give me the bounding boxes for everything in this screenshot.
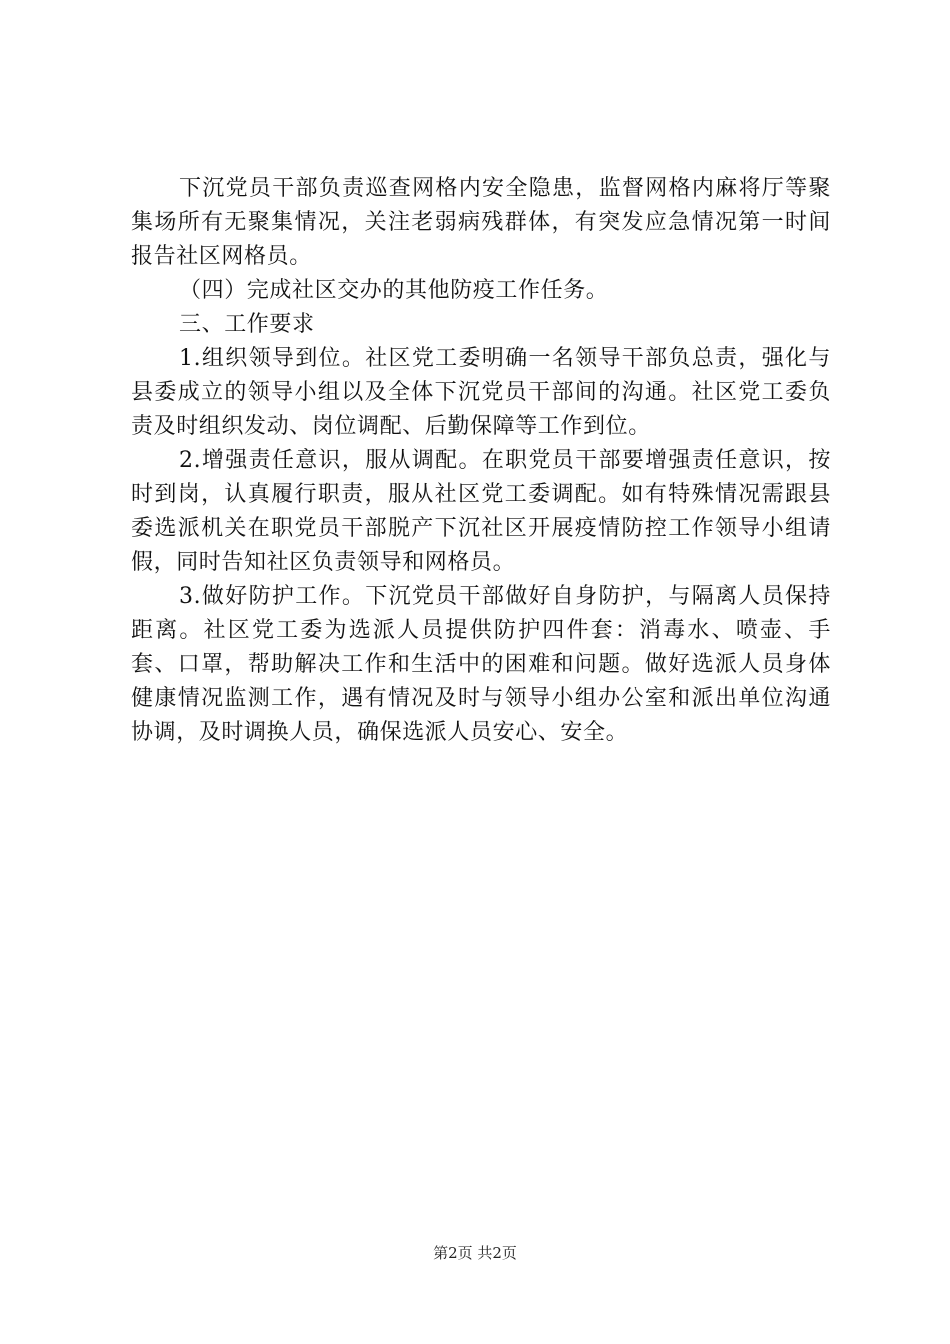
- document-body: [131, 172, 831, 750]
- paragraph-requirement-2: 2.增强责任意识，服从调配。在职党员干部要增强责任意识，按时到岗，认真履行职责，服从社区党工委调配。如有特殊情况需跟县委选派机关在职党员干部脱产下沉社区开展疫情防控工作领导小组请假，同时告知社区负责领导和网格员。: [131, 448, 831, 575]
- page-number-footer: 第2页 共2页: [433, 1244, 517, 1262]
- paragraph-requirement-1: 1.组织领导到位。社区党工委明确一名领导干部负总责，强化与县委成立的领导小组以及全体下沉党员干部间的沟通。社区党工委负责及时组织发动、岗位调配、后勤保障等工作到位。: [131, 346, 831, 439]
- paragraph-inspection-duties: 下沉党员干部负责巡查网格内安全隐患，监督网格内麻将厅等聚集场所有无聚集情况，关注老弱病残群体，有突发应急情况第一时间报告社区网格员。: [131, 176, 831, 269]
- paragraph-requirement-3: 3.做好防护工作。下沉党员干部做好自身防护，与隔离人员保持距离。社区党工委为选派人员提供防护四件套：消毒水、喷壶、手套、口罩，帮助解决工作和生活中的困难和问题。做好选派人员身体健康情况监测工作，遇有情况及时与领导小组办公室和派出单位沟通协调，及时调换人员，确保选派人员安心、安全。: [131, 584, 831, 745]
- section-heading-requirements: 三、工作要求: [179, 312, 315, 337]
- paragraph-item-four: （四）完成社区交办的其他防疫工作任务。: [179, 278, 609, 303]
